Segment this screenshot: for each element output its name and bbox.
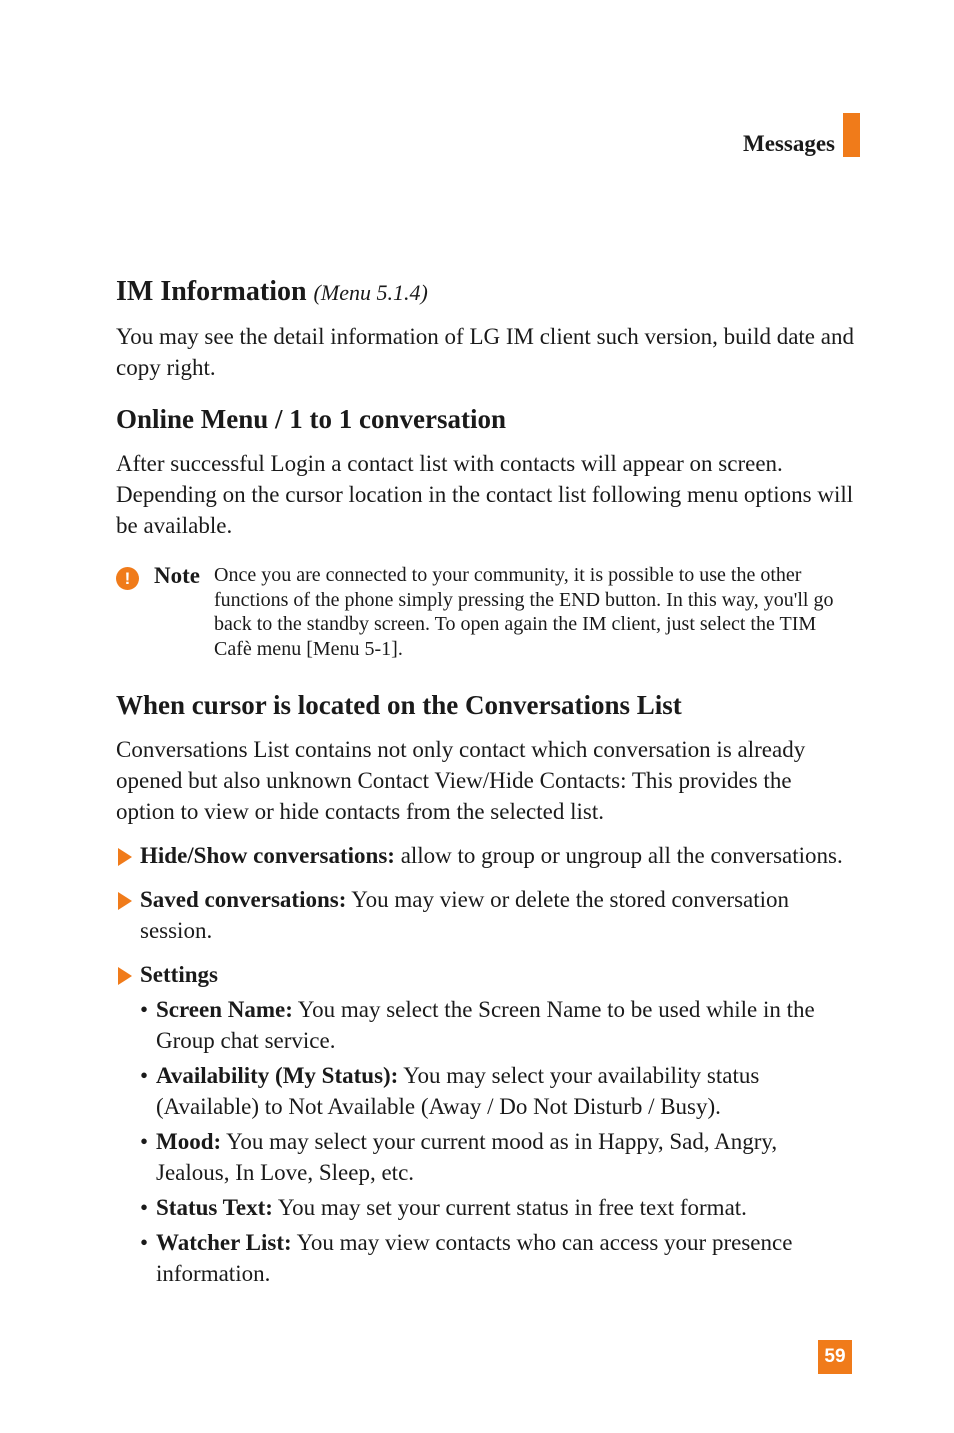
item-desc: You may view or delete the stored conversation session.	[140, 887, 790, 943]
settings-item	[140, 1126, 856, 1188]
settings-item	[140, 994, 856, 1056]
triangle-bullet-icon	[118, 848, 132, 866]
section-tab-marker	[843, 113, 860, 157]
setting-desc: You may select your availability status (Available) to Not Available (Away / Do Not Disturb / Busy).	[156, 1063, 760, 1119]
bullet-dot-icon: •	[140, 1063, 149, 1088]
triangle-bullet-icon	[118, 967, 132, 985]
conversations-list-section	[116, 687, 856, 1289]
item-term: Saved conversations:	[140, 887, 347, 912]
list-item	[116, 840, 856, 871]
conversations-list-body: Conversations List contains not only contact which conversation is already opened but also unknown Contact View/Hide Contacts: This provides the option to view or hide contacts from the selected list.	[116, 737, 806, 824]
page-number: 59	[818, 1340, 852, 1374]
triangle-bullet-icon	[118, 892, 132, 910]
note-text: Once you are connected to your community, it is possible to use the other functions of the phone simply pressing the END button. In this way, you'll go back to the standby screen. To open again the IM client, just select the TIM Cafè menu [Menu 5-1].	[214, 564, 834, 660]
bullet-dot-icon: •	[140, 1230, 149, 1255]
settings-item	[140, 1060, 856, 1122]
page-content	[116, 272, 856, 1289]
settings-list	[140, 994, 856, 1289]
setting-term: Availability (My Status):	[156, 1063, 399, 1088]
setting-term: Status Text:	[156, 1195, 273, 1220]
bullet-dot-icon: •	[140, 1195, 149, 1220]
section-header-title: Messages	[743, 131, 835, 156]
setting-desc: You may set your current status in free text format.	[277, 1195, 747, 1220]
item-term: Settings	[140, 962, 218, 987]
im-information-menu-ref: (Menu 5.1.4)	[313, 280, 428, 305]
setting-desc: You may select your current mood as in Happy, Sad, Angry, Jealous, In Love, Sleep, etc.	[156, 1129, 778, 1185]
exclamation-icon: !	[116, 567, 139, 590]
im-information-title: IM Information	[116, 276, 307, 307]
list-item	[116, 959, 856, 990]
setting-term: Watcher List:	[156, 1230, 292, 1255]
setting-desc: You may view contacts who can access your presence information.	[156, 1230, 793, 1286]
bullet-dot-icon: •	[140, 1129, 149, 1154]
list-item	[116, 884, 856, 946]
online-menu-body: After successful Login a contact list with contacts will appear on screen. Depending on the cursor location in the contact list following menu options will be available.	[116, 451, 854, 538]
conversations-list-heading: When cursor is located on the Conversations List	[116, 690, 682, 720]
im-information-body: You may see the detail information of LG IM client such version, build date and copy right.	[116, 324, 854, 380]
item-term: Hide/Show conversations:	[140, 843, 395, 868]
online-menu-heading: Online Menu / 1 to 1 conversation	[116, 404, 506, 434]
online-menu-section	[116, 401, 856, 541]
note-label: Note	[154, 563, 200, 588]
settings-item	[140, 1227, 856, 1289]
im-information-heading	[116, 272, 856, 313]
setting-desc: You may select the Screen Name to be used while in the Group chat service.	[156, 997, 815, 1053]
note-box	[116, 563, 856, 661]
im-information-section	[116, 272, 856, 383]
setting-term: Mood:	[156, 1129, 222, 1154]
item-desc: allow to group or ungroup all the conversations.	[400, 843, 843, 868]
settings-item	[140, 1192, 856, 1223]
setting-term: Screen Name:	[156, 997, 293, 1022]
bullet-dot-icon: •	[140, 997, 149, 1022]
